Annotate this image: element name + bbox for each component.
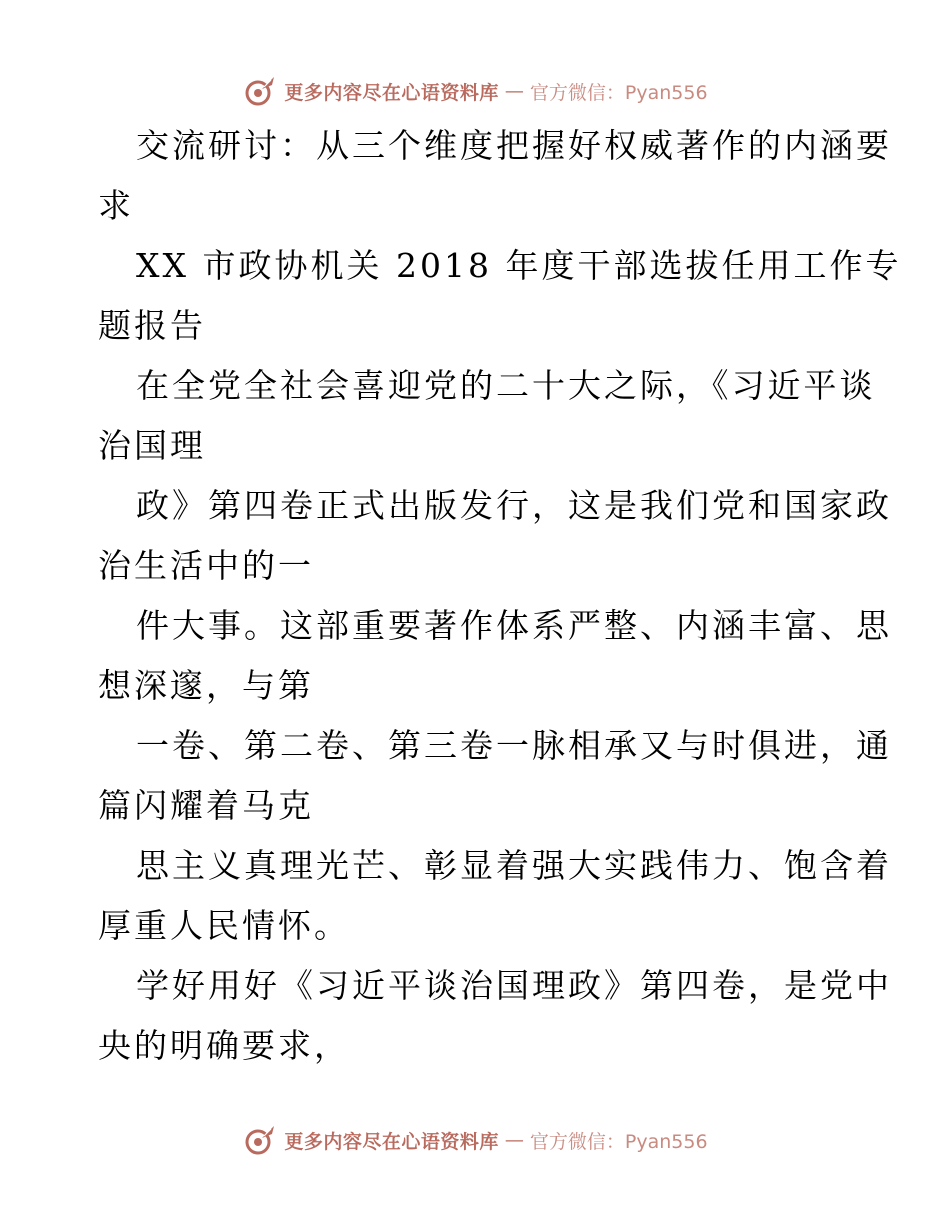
paragraph xyxy=(98,356,876,476)
paragraph xyxy=(98,596,892,716)
paragraph-line: 件大事。这部重要著作体系严整、内涵丰富、思 xyxy=(136,606,892,645)
paragraph-line: 治生活中的一 xyxy=(98,546,314,585)
paragraph-line: 想深邃，与第 xyxy=(98,666,314,705)
watermark-contact: 官方微信：Pyan556 xyxy=(529,81,708,104)
paragraph-line: 交流研讨：从三个维度把握好权威著作的内涵要 xyxy=(136,126,892,165)
paragraph-line: 治国理 xyxy=(98,426,206,465)
quill-logo-icon xyxy=(242,73,278,109)
document-body xyxy=(98,116,902,1076)
paragraph-line: 学好用好《习近平谈治国理政》第四卷，是党中 xyxy=(136,966,892,1005)
paragraph xyxy=(98,236,902,356)
paragraph xyxy=(98,476,892,596)
watermark-text: 更多内容尽在心语资料库 xyxy=(284,81,499,104)
paragraph xyxy=(98,836,892,956)
paragraph xyxy=(98,956,892,1076)
paragraph-line: XX 市政协机关 2018 年度干部选拔任用工作专 xyxy=(136,246,902,285)
watermark-separator: — xyxy=(504,80,524,102)
paragraph-line: 在全党全社会喜迎党的二十大之际，《习近平谈 xyxy=(136,366,876,405)
footer-watermark xyxy=(0,1120,950,1160)
paragraph-line: 一卷、第二卷、第三卷一脉相承又与时俱进，通 xyxy=(136,726,892,765)
paragraph xyxy=(98,716,892,836)
header-watermark xyxy=(0,71,950,111)
paragraph-line: 求 xyxy=(98,186,134,225)
paragraph-line: 厚重人民情怀。 xyxy=(98,906,350,945)
paragraph-line: 思主义真理光芒、彰显着强大实践伟力、饱含着 xyxy=(136,846,892,885)
paragraph-line: 央的明确要求， xyxy=(98,1026,350,1065)
watermark-text: 更多内容尽在心语资料库 xyxy=(284,1130,499,1153)
watermark-separator: — xyxy=(504,1129,524,1151)
paragraph-line: 篇闪耀着马克 xyxy=(98,786,314,825)
paragraph-line: 政》第四卷正式出版发行，这是我们党和国家政 xyxy=(136,486,892,525)
watermark-contact: 官方微信：Pyan556 xyxy=(529,1130,708,1153)
paragraph xyxy=(98,116,892,236)
quill-logo-icon xyxy=(242,1122,278,1158)
paragraph-line: 题报告 xyxy=(98,306,206,345)
